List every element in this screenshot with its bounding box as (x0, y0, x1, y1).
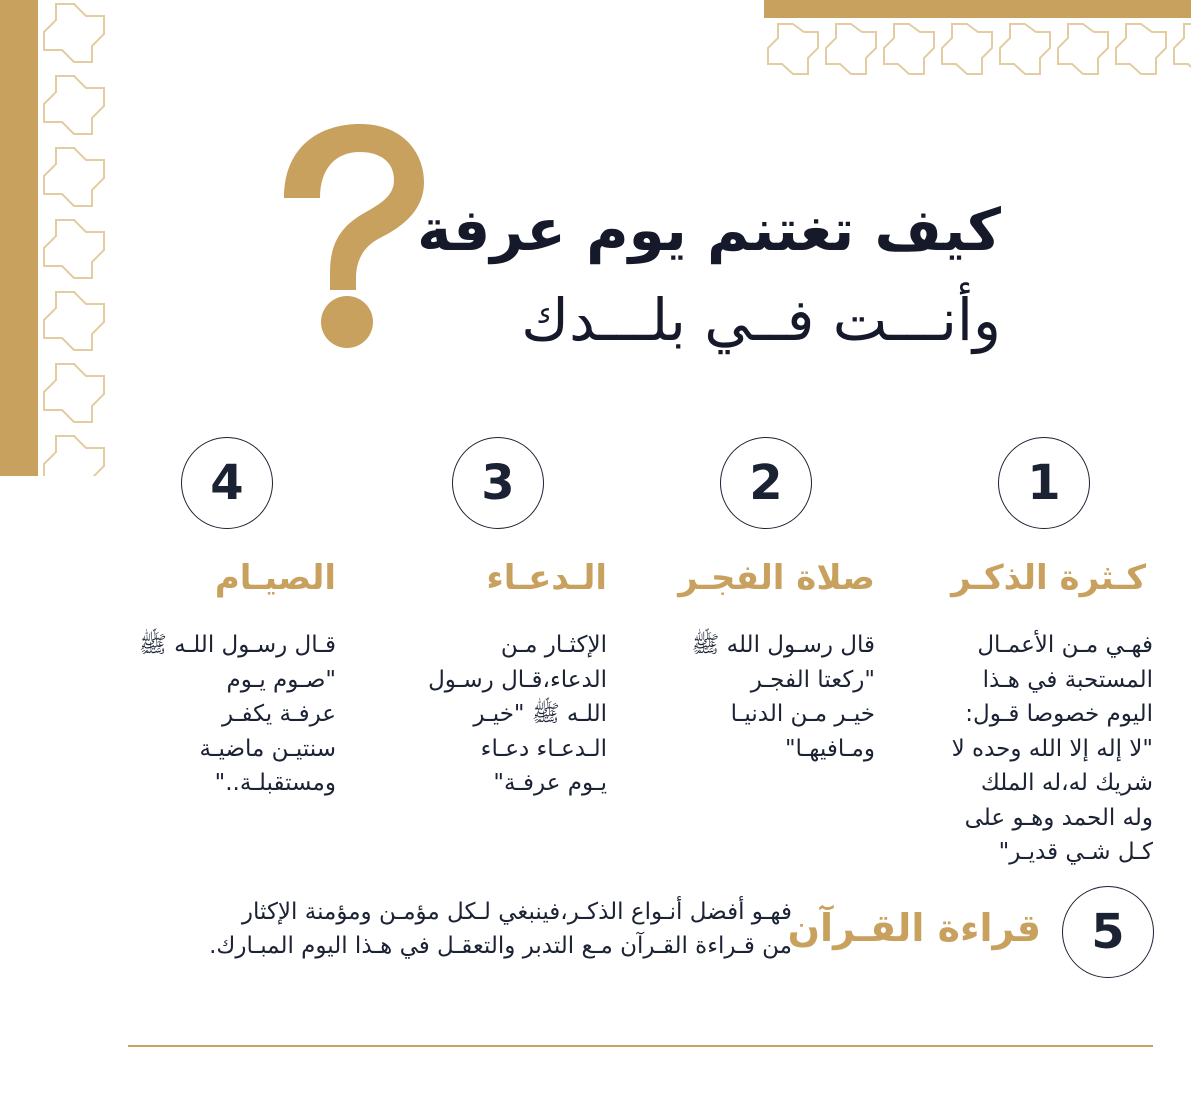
item-text-4: قـال رسـول اللـه ﷺ "صـوم يـوم عرفـة يكفـر سنتيـن ماضيـة ومستقبلـة.." (139, 632, 336, 796)
item-text-2: قال رسـول الله ﷺ "ركعتا الفجـر خيـر مـن الدنيـا ومـافيهـا" (691, 632, 875, 762)
title-line-1: كيف تغتنم يوم عرفة (417, 196, 1001, 264)
item-title-1: كـثرة الذكـر (951, 558, 1146, 598)
item-text-1: فهـي مـن الأعمـال المستحبة في هـذا اليوم خصوصا قـول: "لا إله إلا الله وحده لا شريك له،له الملك وله الحمد وهـو على كـل شـي قديـر" (951, 632, 1153, 865)
question-mark-icon (272, 110, 432, 350)
top-gold-bar (764, 0, 1191, 18)
title-line-2: وأنـــت فــي بلـــدك (521, 286, 1001, 354)
islamic-pattern-left (38, 0, 110, 476)
left-gold-bar (0, 0, 38, 476)
number-circle-5: 5 (1062, 886, 1154, 978)
islamic-pattern-top (764, 18, 1191, 80)
item-title-5: قراءة القـرآن (787, 906, 1041, 950)
bottom-divider (128, 1045, 1153, 1047)
item-title-2: صلاة الفجـر (678, 558, 875, 598)
number-circle-3: 3 (452, 437, 544, 529)
item-title-3: الـدعـاء (486, 558, 607, 598)
item-title-4: الصيـام (214, 558, 336, 598)
number-circle-2: 2 (720, 437, 812, 529)
item-text-5: فهـو أفضل أنـواع الذكـر،فينبغي لـكل مؤمـن ومؤمنة الإكثار من قـراءة القـرآن مـع التدبر والتعقـل في هـذا اليوم المبـارك. (209, 899, 792, 959)
item-text-3: الإكثـار مـن الدعاء،قـال رسـول اللـه ﷺ "خيـر الـدعـاء دعـاء يـوم عرفـة" (428, 632, 607, 796)
number-circle-1: 1 (998, 437, 1090, 529)
number-circle-4: 4 (181, 437, 273, 529)
